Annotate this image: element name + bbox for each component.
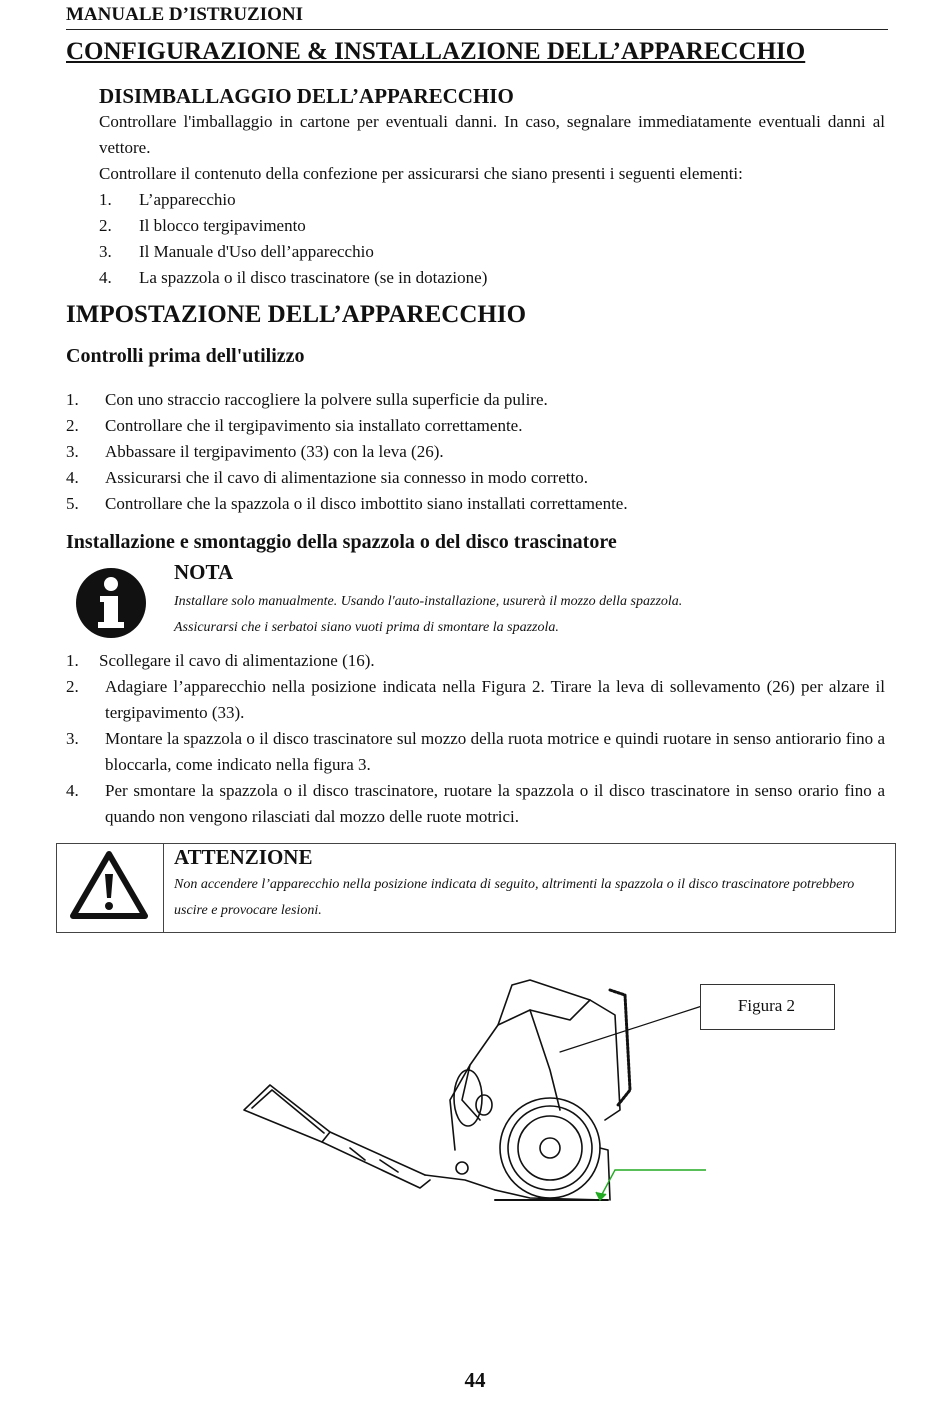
- checks-list: [66, 387, 886, 517]
- list-item: 3. Montare la spazzola o il disco trascinatore sul mozzo della ruota motrice e quindi ruotare in senso antiorario fino a bloccarla, come indicato nella figura 3.: [66, 729, 885, 774]
- unpacking-intro: [99, 109, 885, 187]
- list-item: 2. Adagiare l’apparecchio nella posizione indicata nella Figura 2. Tirare la leva di sollevamento (26) per alzare il tergipavimento (33).: [66, 677, 885, 722]
- unpacking-paragraph-1: Controllare l'imballaggio in cartone per eventuali danni. In caso, segnalare immediatamente eventuali danni al vettore.: [99, 112, 885, 157]
- list-item: 2. Controllare che il tergipavimento sia installato correttamente.: [66, 416, 523, 435]
- list-item: 1. L’apparecchio: [99, 190, 236, 209]
- list-item: 3. Abbassare il tergipavimento (33) con la leva (26).: [66, 442, 444, 461]
- list-item: 4. La spazzola o il disco trascinatore (se in dotazione): [99, 268, 488, 287]
- note-text: [174, 589, 682, 641]
- warning-triangle-icon: [70, 850, 148, 920]
- unpacking-heading: DISIMBALLAGGIO DELL’APPARECCHIO: [99, 84, 514, 108]
- list-item: 4. Per smontare la spazzola o il disco trascinatore, ruotare la spazzola o il disco trascinatore in senso orario fino a quando non vengono rilasciati dal mozzo delle ruote motrici.: [66, 781, 885, 826]
- list-item: 1. Con uno straccio raccogliere la polvere sulla superficie da pulire.: [66, 390, 548, 409]
- list-item: 3. Il Manuale d'Uso dell’apparecchio: [99, 242, 374, 261]
- setup-heading: IMPOSTAZIONE DELL’APPARECCHIO: [66, 301, 527, 328]
- main-title: CONFIGURAZIONE & INSTALLAZIONE DELL’APPARECCHIO: [66, 38, 806, 65]
- note-title: NOTA: [174, 560, 234, 584]
- machine-tilted-illustration: [230, 970, 730, 1215]
- info-icon: [74, 566, 148, 640]
- figure-label: Figura 2: [737, 996, 796, 1015]
- list-item: 5. Controllare che la spazzola o il disco imbottito siano installati correttamente.: [66, 494, 628, 513]
- header-rule: [66, 29, 888, 30]
- install-heading: Installazione e smontaggio della spazzola o del disco trascinatore: [66, 531, 617, 553]
- install-steps: [66, 648, 885, 830]
- unpacking-paragraph-2: Controllare il contenuto della confezione per assicurarsi che siano presenti i seguenti elementi:: [99, 164, 743, 183]
- note-line-1: Installare solo manualmente. Usando l'auto-installazione, usurerà il mozzo della spazzola.: [174, 594, 683, 609]
- list-item: 2. Il blocco tergipavimento: [99, 216, 306, 235]
- manual-header: MANUALE D’ISTRUZIONI: [66, 4, 303, 25]
- list-item: 4. Assicurarsi che il cavo di alimentazione sia connesso in modo corretto.: [66, 468, 588, 487]
- warning-text: Non accendere l’apparecchio nella posizione indicata di seguito, altrimenti la spazzola o il disco trascinatore potrebbero uscire e provocare lesioni.: [174, 877, 855, 918]
- note-line-2: Assicurarsi che i serbatoi siano vuoti prima di smontare la spazzola.: [174, 620, 559, 635]
- page-number: 44: [464, 1368, 486, 1392]
- list-item: 1. Scollegare il cavo di alimentazione (16).: [66, 651, 375, 670]
- checks-heading: Controlli prima dell'utilizzo: [66, 345, 305, 367]
- warning-divider: [163, 843, 164, 933]
- warning-title: ATTENZIONE: [174, 845, 313, 869]
- unpacking-list: [99, 187, 885, 291]
